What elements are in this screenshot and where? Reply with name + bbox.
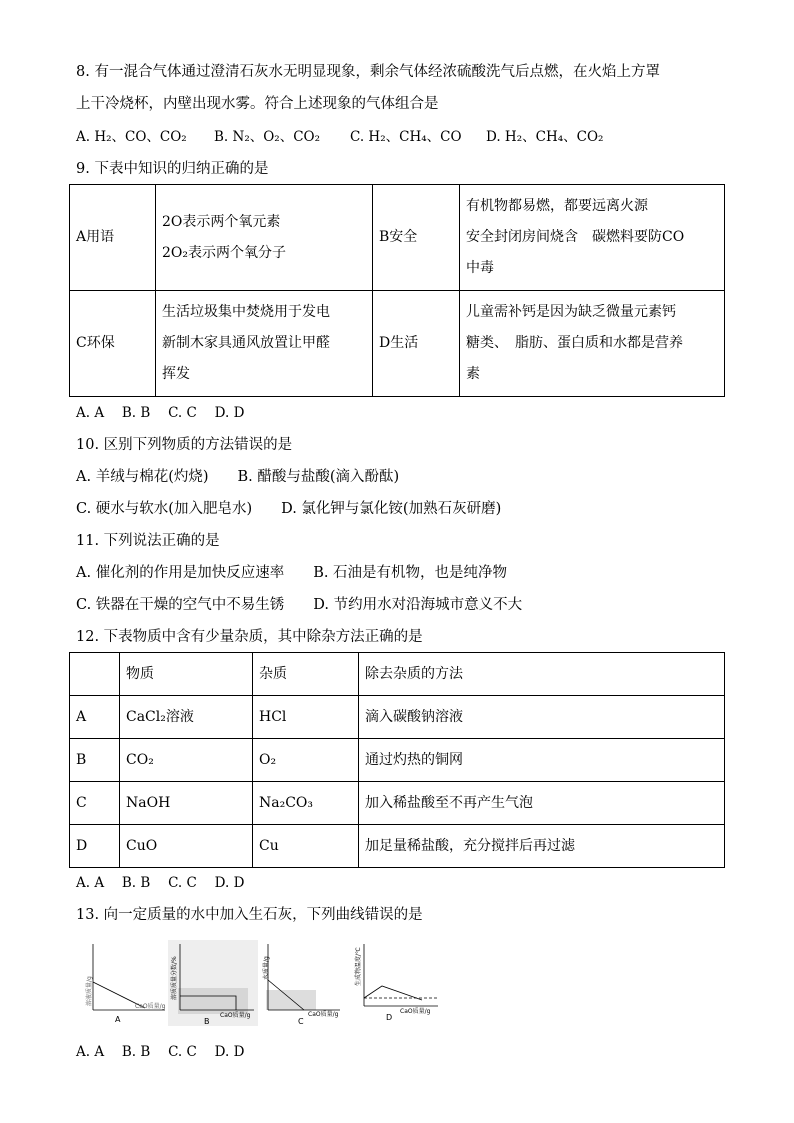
table-row <box>70 782 725 825</box>
q9-table <box>69 184 725 397</box>
q12-cell: CaCl₂溶液 <box>120 696 253 739</box>
chart-ylabel: 水质量/g <box>263 956 270 980</box>
q9-cell-c-label: C环保 <box>70 291 156 397</box>
q8-stem-line1: 8. 有一混合气体通过澄清石灰水无明显现象，剩余气体经浓硫酸洗气后点燃，在火焰上方罩 <box>76 64 660 80</box>
q9-c-line3: 挥发 <box>162 366 190 382</box>
q12-header-cell: 杂质 <box>253 653 359 696</box>
chart-ylabel: 溶质质量分数/% <box>171 956 178 1000</box>
q12-header-cell <box>70 653 120 696</box>
q9-d-line2: 糖类、 脂肪、蛋白质和水都是营养 <box>466 335 683 351</box>
q9-d-line1: 儿童需补钙是因为缺乏微量元素钙 <box>466 304 676 320</box>
q12-cell: O₂ <box>253 739 359 782</box>
q12-header-cell: 除去杂质的方法 <box>359 653 725 696</box>
chart-xlabel: CaO质量/g <box>308 1011 339 1018</box>
q11-options-row1: A. 催化剂的作用是加快反应速率 B. 石油是有机物，也是纯净物 <box>76 565 508 581</box>
chart-label: C <box>298 1017 304 1026</box>
q12-cell: CO₂ <box>120 739 253 782</box>
q13-chart-c <box>260 940 346 1026</box>
q9-d-line3: 素 <box>466 366 480 382</box>
q9-cell-b-label: B安全 <box>373 185 460 291</box>
q12-header-cell: 物质 <box>120 653 253 696</box>
q12-table <box>69 652 725 868</box>
table-row <box>70 825 725 868</box>
q13-chart-d <box>352 940 442 1026</box>
scan-shade <box>266 990 316 1010</box>
q12-cell: NaOH <box>120 782 253 825</box>
q9-cell-c-content <box>156 291 373 397</box>
q12-cell: 加入稀盐酸至不再产生气泡 <box>359 782 725 825</box>
q8-option-d: D. H₂、CH₄、CO₂ <box>486 129 604 145</box>
q9-b-line1: 有机物都易燃，都要远离火源 <box>466 198 648 214</box>
q12-stem: 12. 下表物质中含有少量杂质，其中除杂方法正确的是 <box>76 629 423 645</box>
q9-cell-d-content <box>460 291 725 397</box>
q12-cell: Cu <box>253 825 359 868</box>
q12-cell: HCl <box>253 696 359 739</box>
q11-options-row2: C. 铁器在干燥的空气中不易生锈 D. 节约用水对沿海城市意义不大 <box>76 597 523 613</box>
q9-cell-a-content <box>156 185 373 291</box>
chart-xlabel: CaO质量/g <box>135 1003 166 1010</box>
q9-b-line2: 安全封闭房间烧含 碳燃料要防CO <box>466 229 685 245</box>
q12-cell: D <box>70 825 120 868</box>
q9-a-line2: 2O₂表示两个氧分子 <box>162 244 286 261</box>
q8-option-c: C. H₂、CH₄、CO <box>350 129 462 145</box>
q9-b-line3: 中毒 <box>466 260 494 276</box>
q13-chart-b <box>168 940 258 1026</box>
q9-cell-a-label: A用语 <box>70 185 156 291</box>
q9-options: A. A B. B C. C D. D <box>76 405 245 421</box>
q9-cell-b-content <box>460 185 725 291</box>
q9-c-line1: 生活垃圾集中焚烧用于发电 <box>162 304 330 320</box>
q12-cell: C <box>70 782 120 825</box>
chart-label: A <box>115 1015 121 1024</box>
table-row <box>70 739 725 782</box>
q9-a-line1: 2O表示两个氧元素 <box>162 213 281 230</box>
chart-xlabel: CaO质量/g <box>400 1008 431 1015</box>
q13-stem: 13. 向一定质量的水中加入生石灰，下列曲线错误的是 <box>76 907 423 923</box>
chart-label: B <box>204 1017 210 1026</box>
q10-stem: 10. 区别下列物质的方法错误的是 <box>76 437 293 453</box>
q12-cell: A <box>70 696 120 739</box>
q12-options: A. A B. B C. C D. D <box>76 875 245 891</box>
q8-stem-line2: 上干冷烧杯，内壁出现水雾。符合上述现象的气体组合是 <box>76 96 439 112</box>
chart-ylabel: 溶液质量/g <box>86 976 93 1006</box>
curve <box>364 986 422 1000</box>
q12-cell: Na₂CO₃ <box>253 782 359 825</box>
chart-xlabel: CaO质量/g <box>220 1012 251 1019</box>
q10-options-row2: C. 硬水与软水(加入肥皂水) D. 氯化钾与氯化铵(加熟石灰研磨) <box>76 501 502 517</box>
q8-option-b: B. N₂、O₂、CO₂ <box>214 129 321 145</box>
q9-c-line2: 新制木家具通风放置让甲醛 <box>162 335 330 351</box>
q9-cell-d-label: D生活 <box>373 291 460 397</box>
q9-stem: 9. 下表中知识的归纳正确的是 <box>76 161 269 177</box>
q11-stem: 11. 下列说法正确的是 <box>76 533 220 549</box>
q10-options-row1: A. 羊绒与棉花(灼烧) B. 醋酸与盐酸(滴入酚酞) <box>76 469 400 485</box>
table-row <box>70 696 725 739</box>
chart-label: D <box>386 1013 393 1022</box>
q12-cell: 加足量稀盐酸，充分搅拌后再过滤 <box>359 825 725 868</box>
chart-ylabel: 生成物温度/℃ <box>355 947 362 986</box>
q12-cell: B <box>70 739 120 782</box>
q12-cell: 滴入碳酸钠溶液 <box>359 696 725 739</box>
q12-header-row <box>70 653 725 696</box>
q8-option-a: A. H₂、CO、CO₂ <box>76 129 187 145</box>
q13-chart-a <box>85 940 167 1026</box>
q13-options: A. A B. B C. C D. D <box>76 1044 245 1060</box>
q12-cell: CuO <box>120 825 253 868</box>
q12-cell: 通过灼热的铜网 <box>359 739 725 782</box>
